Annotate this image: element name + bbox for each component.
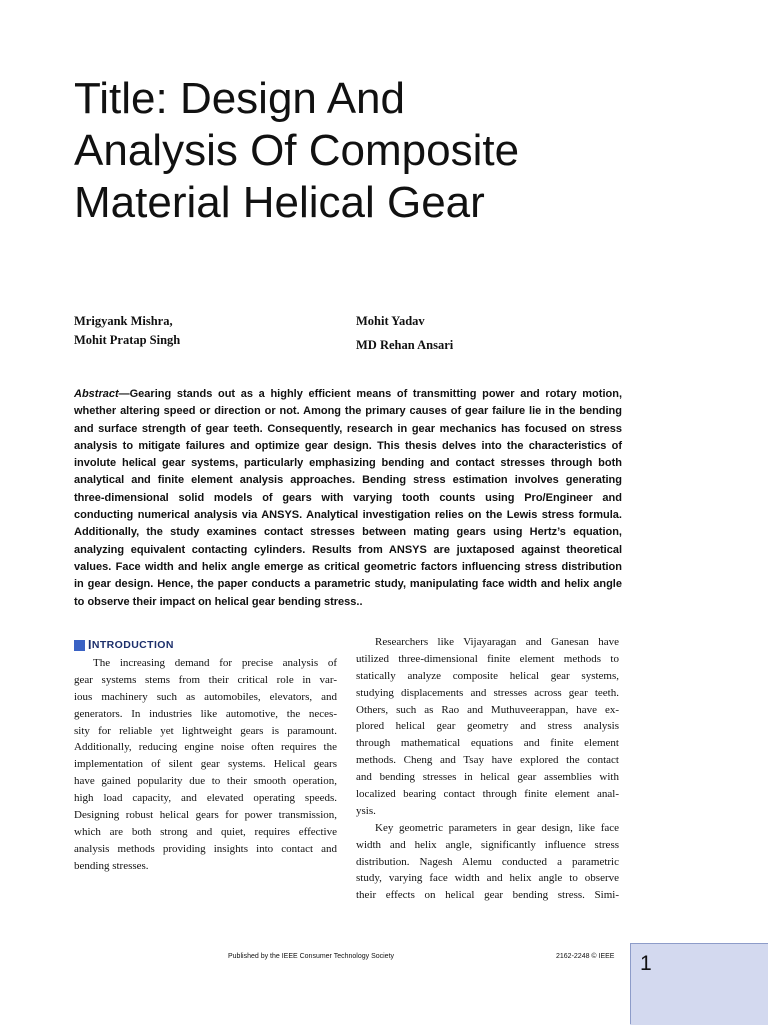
abstract-line — [74, 386, 622, 403]
author-name: Mohit Yadav — [356, 314, 425, 328]
page-number: 1 — [640, 952, 652, 975]
body-line: generators. In industries like automotive, the neces- — [74, 707, 337, 720]
footer-publisher: Published by the IEEE Consumer Technology Society — [228, 953, 395, 960]
abstract-line: three-dimensional solid models of gears with varying tooth counts using Pro/Engineer and — [74, 491, 622, 504]
abstract-line: to observe their impact on helical gear bending stress.. — [74, 595, 363, 608]
section-heading-rest: NTRODUCTION — [91, 639, 174, 651]
abstract-line: in gear design. Hence, the paper conducts a parametric study, manipulating face width and helix angle — [74, 578, 622, 591]
body-line: ious machinery such as automobiles, elevators, and — [74, 690, 337, 703]
abstract-line: values. Face width and helix angle emerge as critical geometric factors influencing stress distribution — [74, 560, 622, 573]
body-line: through mathematical equations and finite element — [356, 737, 619, 750]
abstract-text: —Gearing stands out as a highly efficient means of transmitting power and rotary motion, — [118, 388, 622, 400]
abstract-line: analytical and finite element analysis approaches. Bending stress estimation involves generating — [74, 474, 622, 487]
abstract-line: Additionally, the study examines contact stresses between mating gears using Hertz’s equation, — [74, 526, 622, 539]
abstract-lead: Abstract — [74, 388, 119, 400]
body-line: study, varying face width and helix angle to observe — [356, 872, 619, 885]
abstract — [74, 386, 622, 611]
abstract-line: conducting numerical analysis via ANSYS. Analytical investigation relies on the Lewis stress formula. — [74, 509, 622, 522]
title-line: Analysis Of Composite — [74, 126, 520, 175]
body-line: ysis. — [356, 804, 376, 817]
body-line: bending stresses. — [74, 859, 149, 872]
author-name: Mohit Pratap Singh — [74, 333, 181, 347]
body-line: and bending stresses in helical gear assemblies with — [356, 771, 619, 784]
body-line: gear systems stems from their critical role in var- — [74, 673, 337, 686]
body-line: their effects on helical gear bending stress. Simi- — [356, 889, 619, 902]
body-line: The increasing demand for precise analysis of — [93, 657, 337, 669]
body-line: high load capacity, and elevated operating speeds. — [74, 792, 337, 805]
body-column-left — [74, 655, 337, 875]
section-heading-initial: I — [88, 638, 92, 652]
abstract-line: analysis to mitigate failures and optimize gear design. This thesis delves into the characteristics of — [74, 439, 622, 452]
body-line: Additionally, reducing engine noise often requires the — [74, 741, 337, 754]
author-name: MD Rehan Ansari — [356, 338, 454, 352]
body-line: Others, such as Rao and Muthuveerappan, have ex- — [356, 703, 619, 716]
body-line: methods. Cheng and Tsay have explored the contact — [356, 754, 619, 767]
section-square-icon — [74, 640, 85, 651]
author-name: Mrigyank Mishra, — [74, 314, 173, 328]
body-column-right — [356, 634, 619, 904]
footer-issn: 2162-2248 © IEEE — [556, 953, 615, 960]
section-heading-introduction — [74, 638, 174, 652]
footer-divider — [630, 943, 631, 1024]
body-line: which are both strong and quiet, requires effective — [74, 825, 337, 838]
title-line: Material Helical Gear — [74, 178, 485, 227]
body-line: distribution. Nagesh Alemu conducted a parametric — [356, 855, 619, 868]
body-line: plored helical gear geometry and stress analysis — [356, 720, 619, 733]
body-line: implementation of silent gear systems. Helical gears — [74, 758, 337, 771]
body-line: have gained popularity due to their smooth operation, — [74, 775, 337, 788]
title-line: Title: Design And — [74, 74, 405, 123]
body-line: width and helix angle, significantly influence stress — [356, 838, 619, 851]
abstract-line: whether altering speed or direction or not. Among the primary causes of gear failure lie in the bending — [74, 405, 622, 418]
abstract-line: involute helical gear systems, particularly emphasizing bending and contact stresses through both — [74, 457, 622, 470]
body-line: statically analyze composite helical gear systems, — [356, 669, 619, 682]
body-line: localized bearing contact through finite element anal- — [356, 788, 619, 801]
body-line: studying displacements and stresses across gear teeth. — [356, 686, 619, 699]
body-line: utilized three-dimensional finite element methods to — [356, 652, 619, 665]
body-line: sity for reliable yet lightweight gears is paramount. — [74, 724, 337, 737]
abstract-line: analyzing equivalent contacting cylinders. Results from ANSYS are juxtaposed against theoretical — [74, 543, 622, 556]
body-line: Researchers like Vijayaragan and Ganesan have — [375, 636, 619, 648]
body-line: Designing robust helical gears for power transmission, — [74, 809, 337, 822]
abstract-line: and surface strength of gear teeth. Consequently, research in gear mechanics has focused on stress — [74, 422, 622, 435]
body-line: Key geometric parameters in gear design, like face — [375, 821, 619, 834]
paper-title — [74, 73, 714, 229]
body-line: analysis methods providing insights into contact and — [74, 842, 337, 855]
